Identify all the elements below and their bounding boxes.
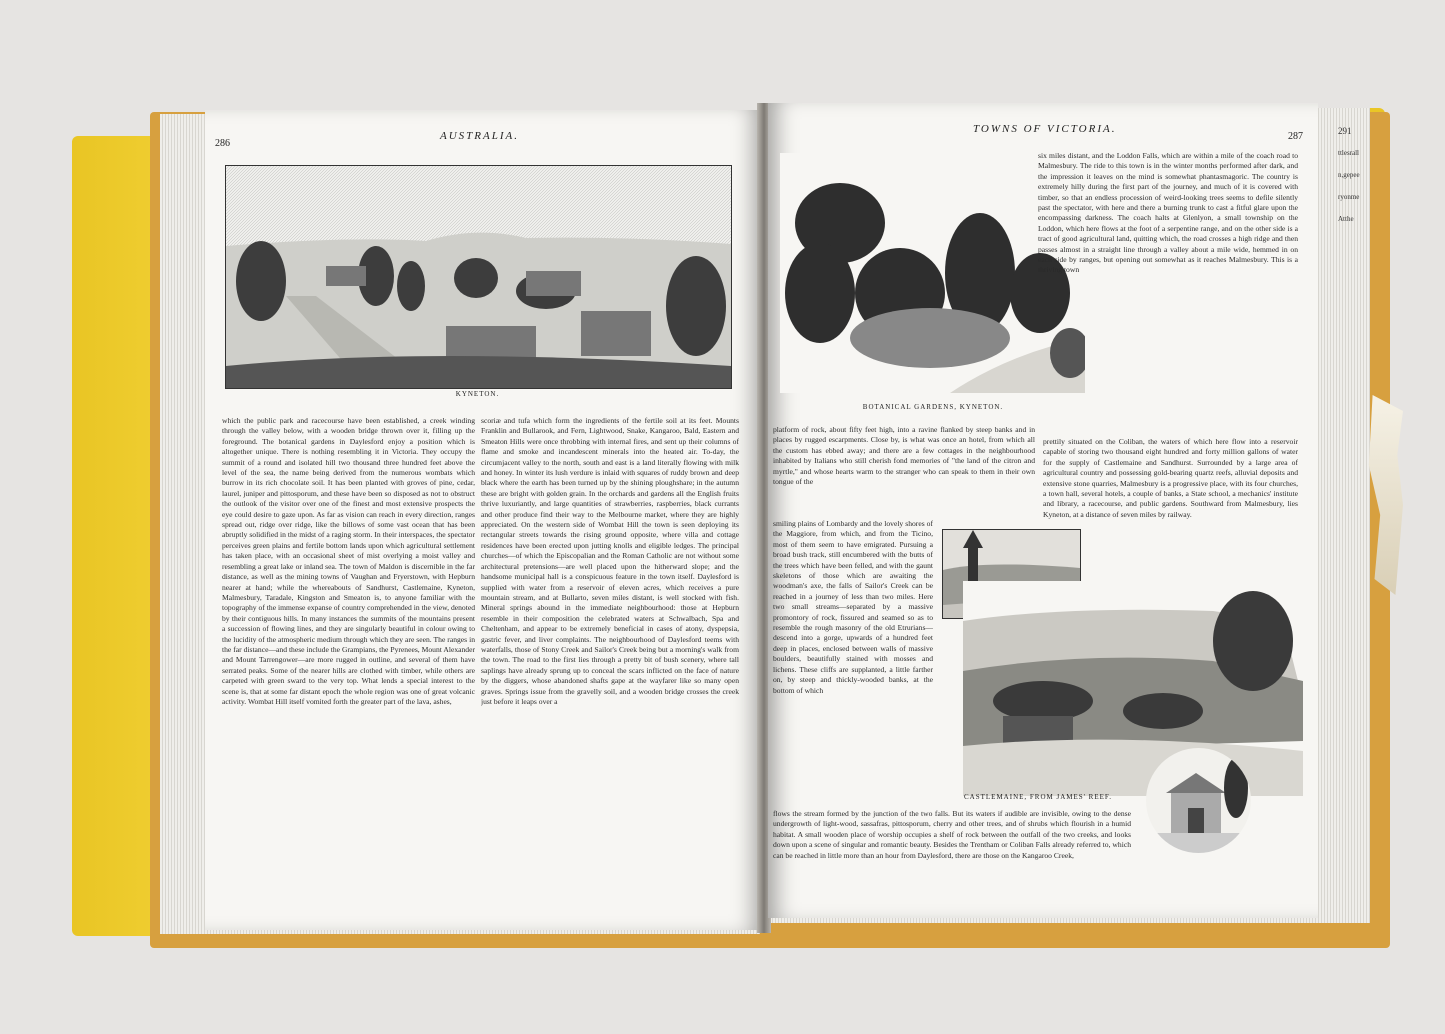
left-column-top: platform of rock, about fifty feet high, into a ravine flanked by steep banks and in places by rugged escarpments. Close by, is what was once an hotel, from which all the custom has ebbed away; and there are a few cottages in the neighbourhood inhabited by Italians who still cherish fond memories of "the land of the citron and myrtle," and whose hearts warm to the stranger who can speak to them in their own tongue of the xyxy=(773,425,1035,487)
left-page-header: AUSTRALIA. xyxy=(440,130,519,142)
left-column-2: scoriæ and tufa which form the ingredients of the fertile soil at its feet. Mounts Franklin and Bullarook, and Fern, Lightwood, Snake, Kangaroo, Bald, Eastern and Smeaton Hills were once throbbing with internal fires, and sent up their columns of flame and smoke and incandescent minerals into the heated air. To-day, the circumjacent valley to the north, south and east is a land literally flowing with milk and honey. In winter its lush verdure is inlaid with squares of ruddy brown and deep black where the earth has been turned up by the shining ploughshare; in the autumn these are bright with golden grain. In the orchards and gardens all the English fruits thrive luxuriantly, and large quantities of strawberries, raspberries, black currants and other produce find their way to the Melbourne market, where they are highly appreciated. On the western side of Wombat Hill the town is seen deploying its rectangular streets towards the rising ground opposite, where villa and cottage residences have been erected upon jutting knolls and eligible ledges. The principal churches—of which the Episcopalian and the Roman Catholic are not without some architectural pretensions—are well placed upon the hitherward slope; and the handsome municipal hall is a conspicuous feature in the town itself. Daylesford is supplied with water from a reservoir of eleven acres, which receives a pure mountain stream, and at Bullarto, seven miles distant, is well stocked with fish. Mineral springs abound in the immediate neighbourhood: those at Hepburn resemble in their composition the celebrated waters at Schwalbach, Spa and Cheltenham, and appear to be extremely beneficial in cases of atony, dyspepsia, gastric fever, and liver complaints. The neighbourhood of Daylesford teems with waterfalls, those of Stony Creek and Sailor's Creek being but a morning's walk from the town. The road to the first lies through a pretty bit of bush scenery, where tall saplings have already sprung up to conceal the scars inflicted on the face of nature by the diggers, whose abandoned shafts gape at the wayfarer like so many open graves. Springs issue from the gravelly soil, and a wooden bridge crosses the creek just before it leaps over a xyxy=(481,416,739,706)
right-page-number: 287 xyxy=(1288,131,1303,142)
left-page xyxy=(205,110,762,930)
right-page-header: TOWNS OF VICTORIA. xyxy=(973,123,1117,135)
left-column-narrow: smiling plains of Lombardy and the lovely shores of the Maggiore, from which, and from the Ticino, most of them seem to have emigrated. Pursuing a broad bush track, still encumbered with the butts of the trees which have been felled, and with the gaunt skeletons of those which are awaiting the woodman's axe, the falls of Sailor's Creek can be reached in a journey of less than two miles. Here two small streams—separated by a massive promontory of rock, fissured and seamed so as to resemble the rough masonry of the old Etrurians—descend into a gorge, upwards of a hundred feet deep in places, enclosed between walls of massive boulders, beautifully stained with mosses and lichens. These cliffs are supplanted, a little farther on, by steep and thickly-wooded banks, at the bottom of which xyxy=(773,519,933,695)
right-page xyxy=(768,103,1318,918)
right-middle-column: prettily situated on the Coliban, the waters of which here flow into a reservoir capable of storing two thousand eight hundred and forty million gallons of water for the supply of Castlemaine and Sandhurst. Surrounded by a large area of agricultural country and possessing gold-bearing quartz reefs, alluvial deposits and extensive stone quarries, Malmesbury is a progressive place, with its four churches, a town hall, several hotels, a couple of banks, a State school, a mechanics' institute and library, a racecourse, and public gardens. Southward from Malmesbury, lies Kyneton, at a distance of seven miles by railway. xyxy=(1043,437,1298,519)
left-page-number: 286 xyxy=(215,138,230,149)
next-page-fragment: ttlesralln,gepeeryonmeAtthe xyxy=(1338,149,1360,223)
left-column-1: which the public park and racecourse have been established, a creek winding through the valley below, with a wooden bridge thrown over it, filling up the foreground. The botanical gardens in Daylesford enjoy a position which is altogether unique. There is nothing resembling it in Victoria. They occupy the summit of a round and isolated hill two thousand three hundred feet above the level of the sea, the name being derived from the numerous wombats which burrow in its rich chocolate soil. It has been planted with groves of pine, cedar, laurel, juniper and pittosporum, and these have been so disposed as not to obstruct the outlook of the visitor over one of the finest and most extensive prospects the eye could desire to gaze upon. As far as vision can reach in every direction, ranges spread out, ridge over ridge, like the billows of some vast ocean that has been abruptly solidified in the midst of a raging storm. In their interspaces, the spectator perceives green plains and fertile bottom lands upon which agricultural settlement has taken place, with an occasional sheet of mist overlying a moist valley and resembling a great lake or inland sea. The town of Maldon is discernible in the far distance, as well as the mining towns of Vaughan and Fryerstown, with Hepburn nearer at hand; while the whereabouts of Sandhurst, Castlemaine, Kyneton, Malmesbury, Taradale, Kingston and Smeaton is, to anyone familiar with the topography of the immense expanse of country comprehended in the view, denoted by their contiguous hills. In many instances the summits of the mountains present a succession of flowing lines, and they are singularly beautiful in colour owing to the lucidity of the atmospheric medium through which they are seen. The ranges in the far distance—and these include the Grampians, the Pyrenees, Mount Alexander and Mount Tarrengower—are more rugged in outline, and several of them have serrated peaks. Some of the nearer hills are clothed with timber, while others are carpeted with green sward to the very top. What lends a special interest to the scene is, that at some far distant epoch the whole region was one of great volcanic activity. Wombat Hill itself vomited forth the greater part of the lava, ashes, xyxy=(222,416,475,706)
right-bottom-text: flows the stream formed by the junction of the two falls. But its waters if audible are invisible, owing to the dense undergrowth of light-wood, sassafras, pittosporum, cherry and other trees, and of shrubs which flourish in a humid habitat. A small wooden place of worship occupies a shelf of rock between the outfall of the two creeks, and looks down upon a scene of singular and romantic beauty. Besides the Trentham or Coliban Falls already referred to, which can be reached in little more than an hour from Daylesford, there are those on the Kangaroo Creek, xyxy=(773,809,1131,860)
castlemaine-illustration xyxy=(963,581,1303,796)
botanical-gardens-caption: BOTANICAL GARDENS, KYNETON. xyxy=(862,403,1004,411)
kyneton-caption: KYNETON. xyxy=(455,390,500,398)
next-page-edge xyxy=(1338,120,1360,900)
kyneton-illustration xyxy=(225,165,732,389)
right-top-column: six miles distant, and the Loddon Falls, which are within a mile of the coach road to Malmesbury. The ride to this town is in the winter months performed after dark, and the impression it leaves on the mind is somewhat phantasmagoric. The country is extremely hilly during the first part of the journey, and much of it is covered with timber, so that an endless procession of weird-looking trees seems to defile silently past the spectator, with here and there a burning trunk to cast a fitful glare upon the encompassing darkness. The coach halts at Glenlyon, a small township on the Loddon, which here flows at the foot of a serpentine range, and on the other side is a tract of good agricultural land, quitting which, the road crosses a high ridge and then passes almost in a straight line through a valley about a mile wide, hemmed in on each side by ranges, but opening out somewhat as it reaches Malmesbury. This is a thriving town xyxy=(1038,151,1298,275)
oval-building-illustration xyxy=(1146,748,1251,853)
castlemaine-caption: CASTLEMAINE, FROM JAMES' REEF. xyxy=(964,793,1112,801)
next-page-number: 291 xyxy=(1338,126,1352,136)
